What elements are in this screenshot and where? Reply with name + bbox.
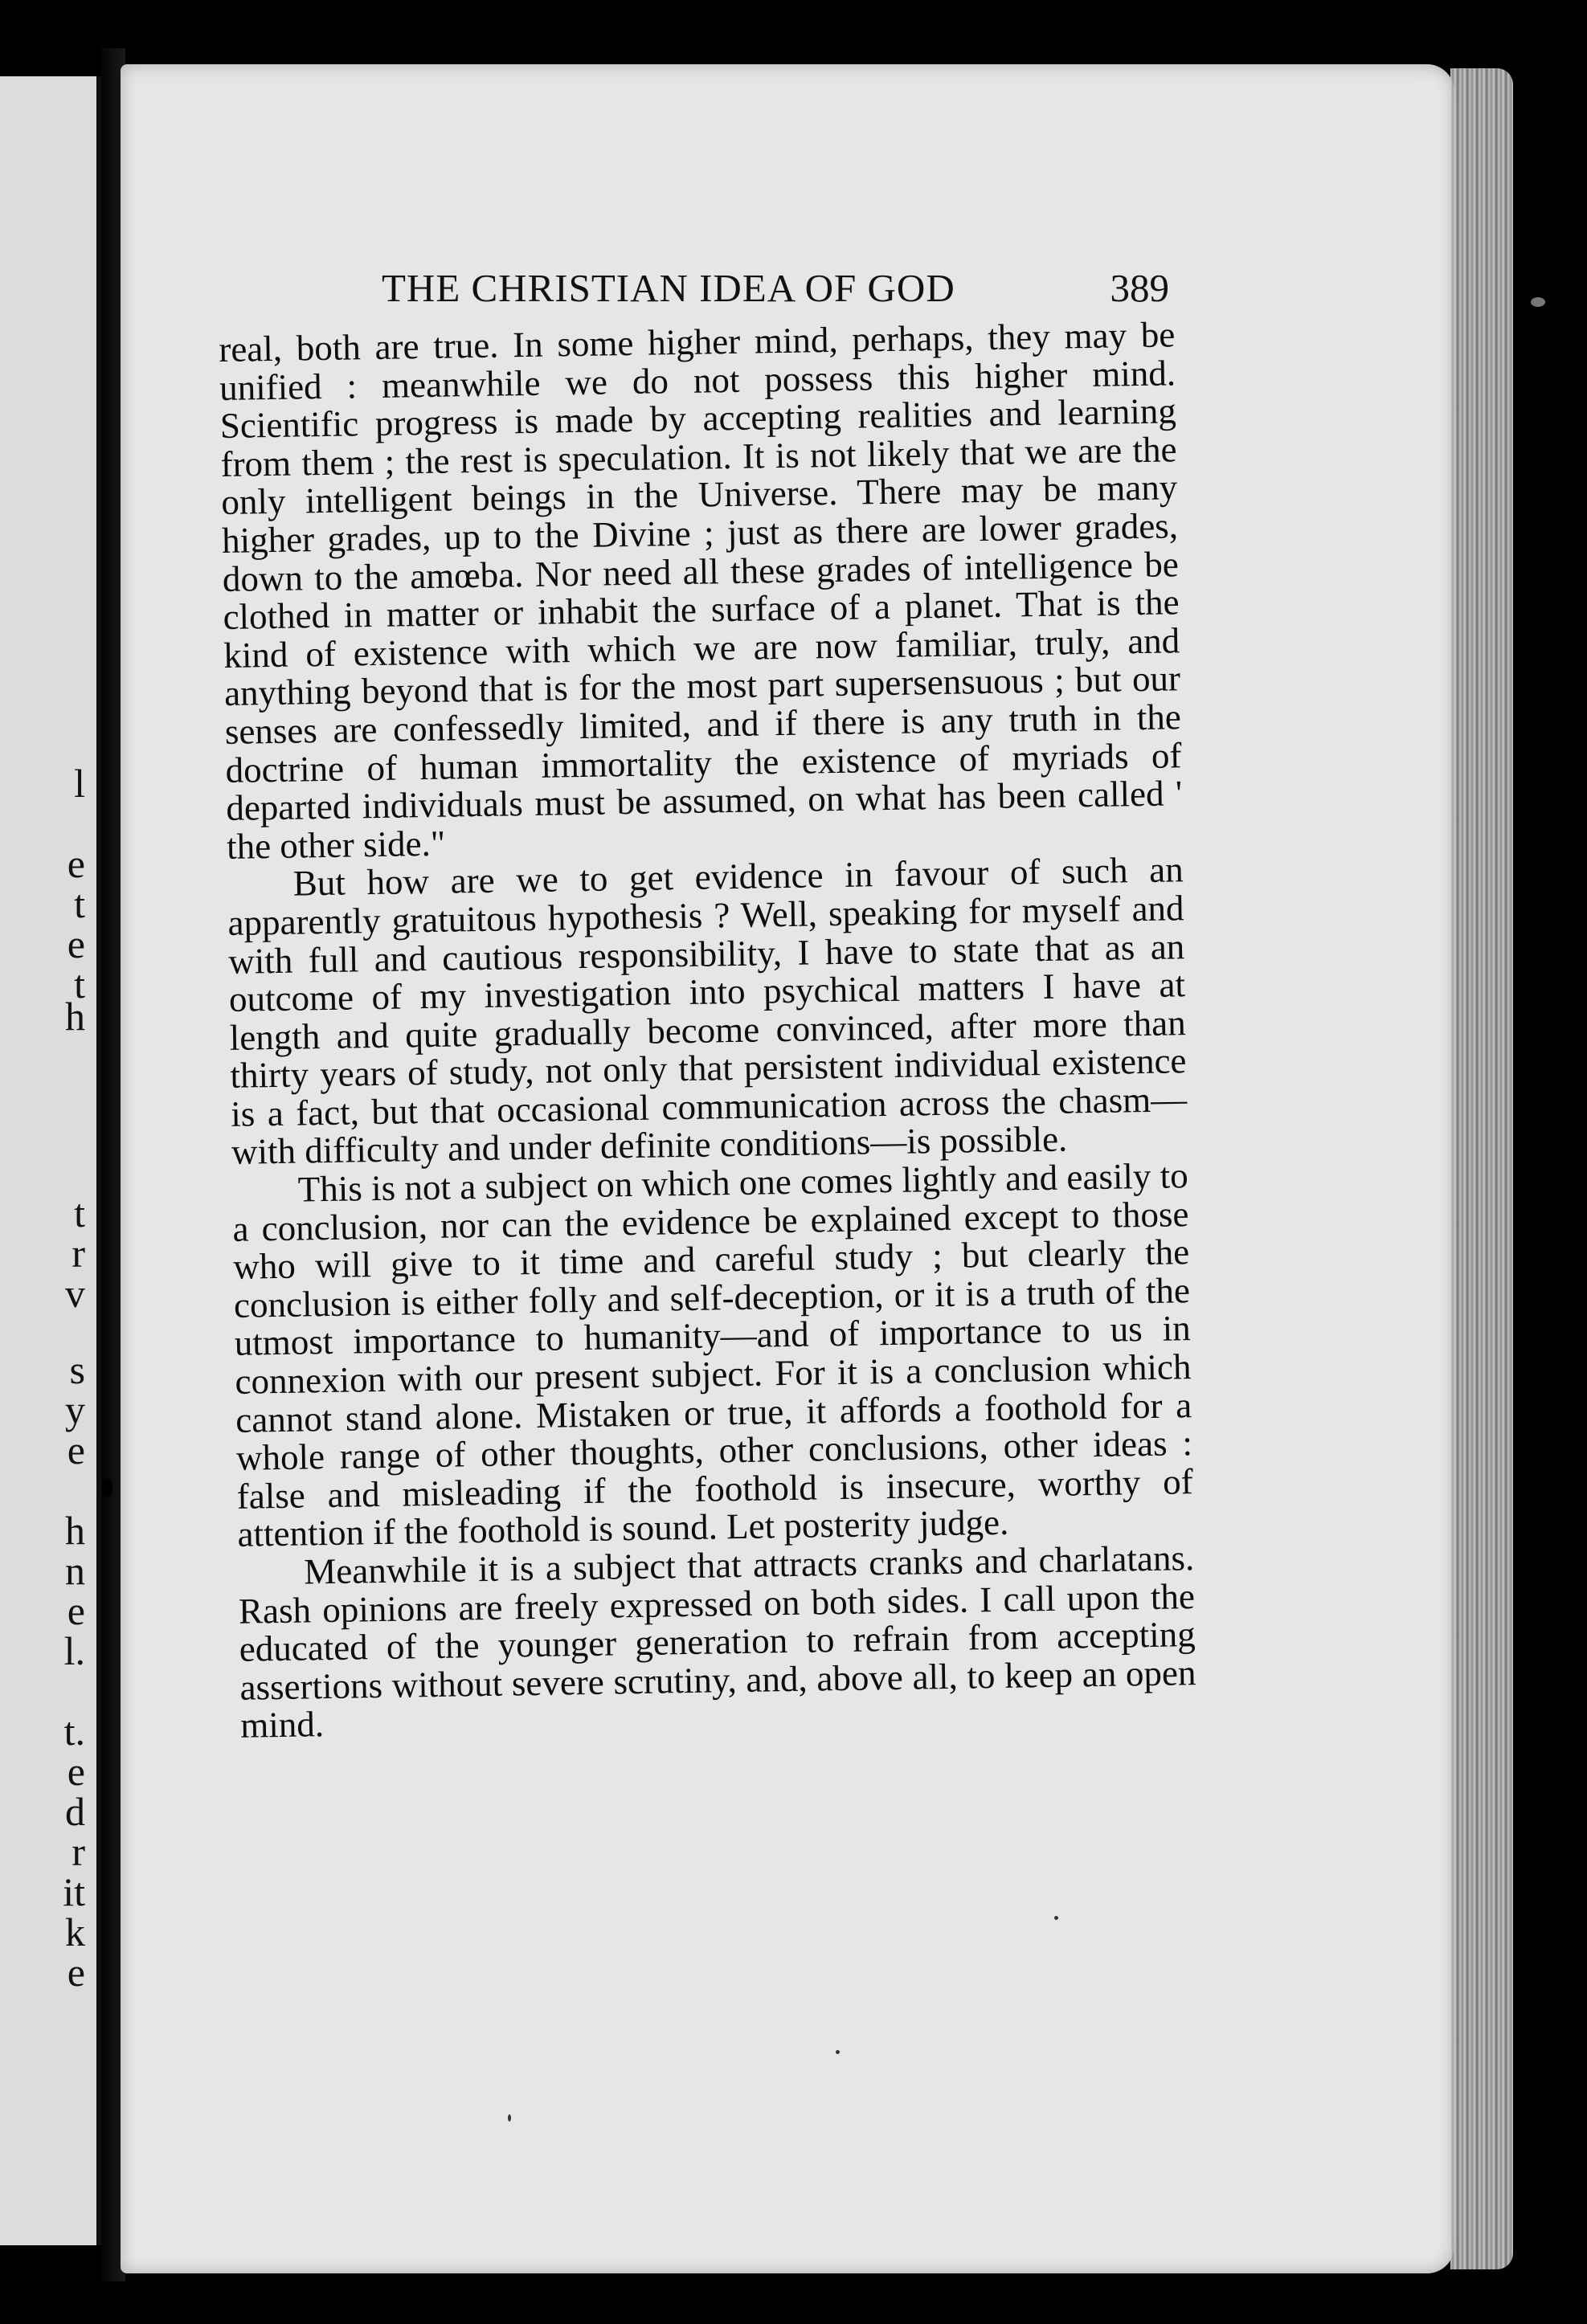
previous-page-edge [0,76,101,2245]
running-title: THE CHRISTIAN IDEA OF GOD [382,266,955,310]
left-fragment: t [74,1191,85,1236]
page-header [382,265,1169,321]
left-fragment: t. [63,1709,85,1754]
left-fragment: e [67,841,85,886]
left-fragment: s [69,1347,85,1392]
paragraph: real, both are true. In some higher mind, perhaps, they may be unified : meanwhile we do not possess this higher mind. Scientific progress is made by accepting realities and learning from them ; the rest is speculation. It is not likely that we are the only intelligent beings in the Universe. There may be many higher grades, up to the Divine ; just as there are lower grades, down to the amœba. Nor need all these grades of intelligence be clothed in matter or inhabit the surface of a planet. That is the kind of existence with which we are now familiar, truly, and anything beyond that is for the most part supersensuous ; but our senses are confessedly limited, and if there is any truth in the doctrine of human immortality the existence of myriads of departed individuals must be assumed, on what has been called ' the other side." [218,314,1183,867]
left-fragment: it [63,1869,85,1914]
page-number: 389 [1110,266,1169,310]
left-fragment: v [65,1271,85,1316]
left-fragment: n [65,1548,85,1593]
left-fragment: e [67,921,85,966]
left-fragment: h [65,1508,85,1553]
paragraph: But how are we to get evidence in favour of such an apparently gratuitous hypothesis ? Well, speaking for myself and with full and cautious responsibility, I have to state that as an outcome of my investigation into psychical matters I have at length and quite gradually become convinced, after more than thirty years of study, not only that persistent individual existence is a fact, but that occasional communication across the chasm—with difficulty and under definite conditions—is possible. [227,849,1188,1173]
left-fragment: d [65,1789,85,1834]
edge-mark [1531,297,1545,307]
scan-speck [101,1478,112,1497]
left-fragment: e [67,1749,85,1794]
book-fore-edge [1450,68,1513,2269]
paragraph: Meanwhile it is a subject that attracts cranks and charlatans. Rash opinions are freely expressed on both sides. I call upon the educated of the younger generation to refrain from accepting assertions without severe scrutiny, and, above all, to keep an open mind. [238,1538,1196,1746]
paragraph: This is not a subject on which one comes lightly and easily to a conclusion, nor can the evidence be explained except to those who will give to it time and careful study ; but clearly the conclusion is either folly and self-deception, or it is a truth of the utmost importance to humanity—and of importance to us in connexion with our present subject. For it is a conclusion which cannot stand alone. Mistaken or true, it affords a foothold for a whole range of other thoughts, other conclusions, other ideas : false and misleading if the foothold is insecure, worthy of attention if the foothold is sound. Let posterity judge. [232,1155,1194,1555]
body-text [219,316,1197,1745]
left-fragment: e [67,1427,85,1472]
left-fragment: t [74,881,85,926]
left-fragment: e [67,1588,85,1633]
left-fragment: t [74,962,85,1007]
left-fragment: r [72,1231,85,1276]
left-fragment: y [65,1387,85,1432]
left-fragment: r [72,1829,85,1874]
scan-speck [508,2114,511,2122]
left-fragment: h [65,994,85,1039]
previous-page-text-fragments [0,76,96,2245]
left-fragment: k [65,1909,85,1954]
scan-speck [836,2050,840,2054]
scan-speck [1054,1916,1058,1920]
left-fragment: l [74,761,85,806]
left-fragment: l. [63,1628,85,1673]
left-fragment: e [67,1950,85,1995]
